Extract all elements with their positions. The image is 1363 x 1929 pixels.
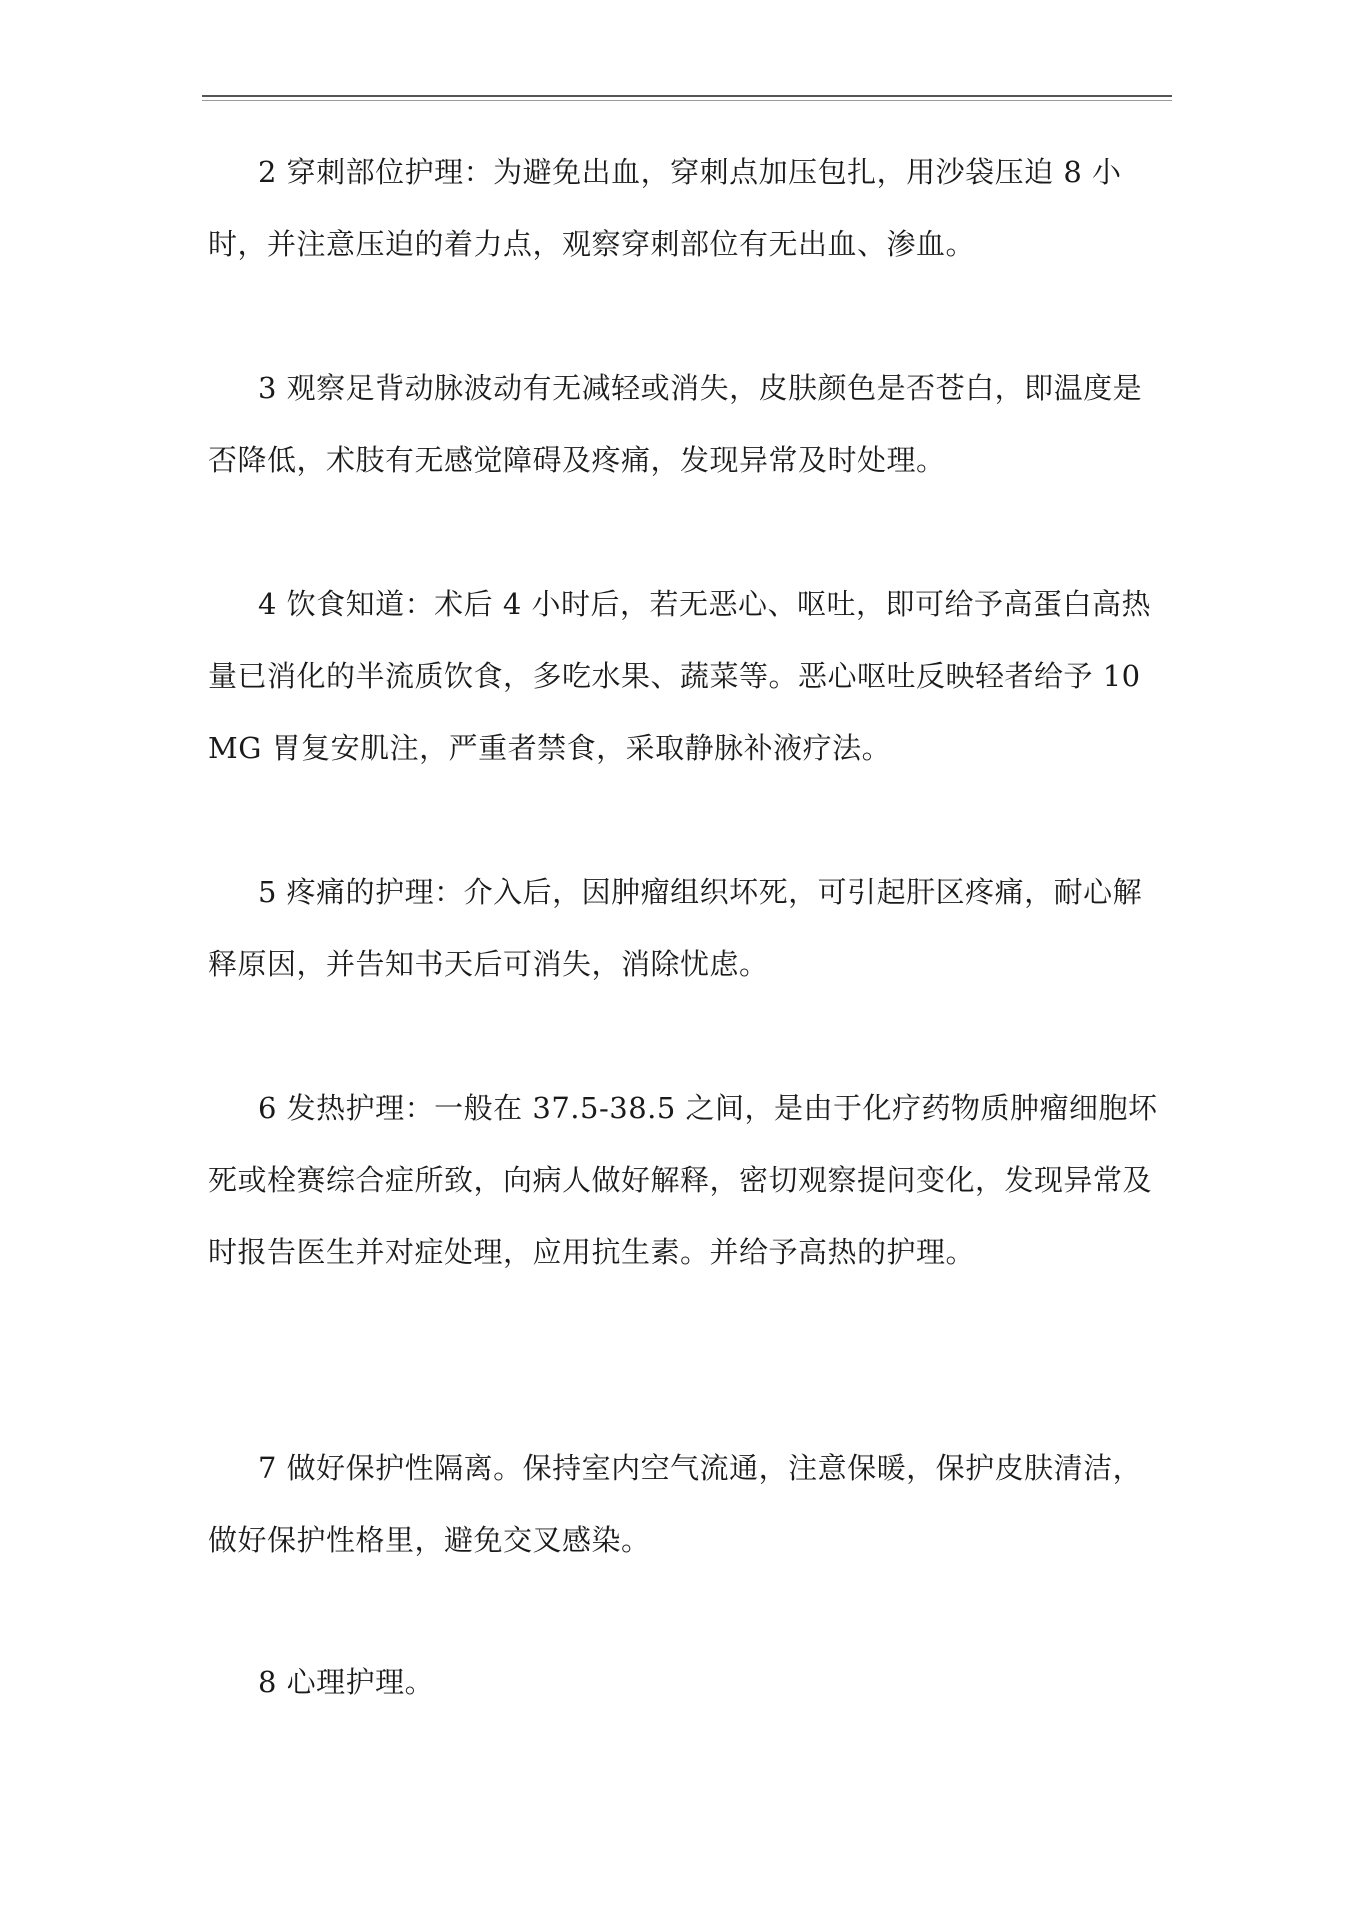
paragraph-psychological-care: 8 心理护理。 (258, 1665, 435, 1699)
paragraph-isolation: 7 做好保护性隔离。保持室内空气流通，注意保暖，保护皮肤清洁，做好保护性格里，避免交叉感染。 (208, 1451, 1143, 1557)
paragraph-pain-care: 5 疼痛的护理：介入后，因肿瘤组织坏死，可引起肝区疼痛，耐心解释原因，并告知书天后可消失，消除忧虑。 (208, 875, 1143, 981)
header-rule (202, 95, 1172, 101)
paragraph-puncture-care: 2 穿刺部位护理：为避免出血，穿刺点加压包扎，用沙袋压迫 8 小时，并注意压迫的着力点，观察穿刺部位有无出血、渗血。 (208, 155, 1122, 261)
paragraph-fever-care: 6 发热护理：一般在 37.5-38.5 之间，是由于化疗药物质肿瘤细胞坏死或栓赛综合症所致，向病人做好解释，密切观察提问变化，发现异常及时报告医生并对症处理，应用抗生素。并给予高热的护理。 (208, 1091, 1158, 1269)
paragraph-diet-guidance: 4 饮食知道：术后 4 小时后，若无恶心、呕吐，即可给予高蛋白高热量已消化的半流质饮食，多吃水果、蔬菜等。恶心呕吐反映轻者给予 10MG 胃复安肌注，严重者禁食，采取静脉补液疗法。 (208, 587, 1152, 765)
paragraph-pulse-observation: 3 观察足背动脉波动有无减轻或消失，皮肤颜色是否苍白，即温度是否降低，术肢有无感觉障碍及疼痛，发现异常及时处理。 (208, 371, 1143, 477)
